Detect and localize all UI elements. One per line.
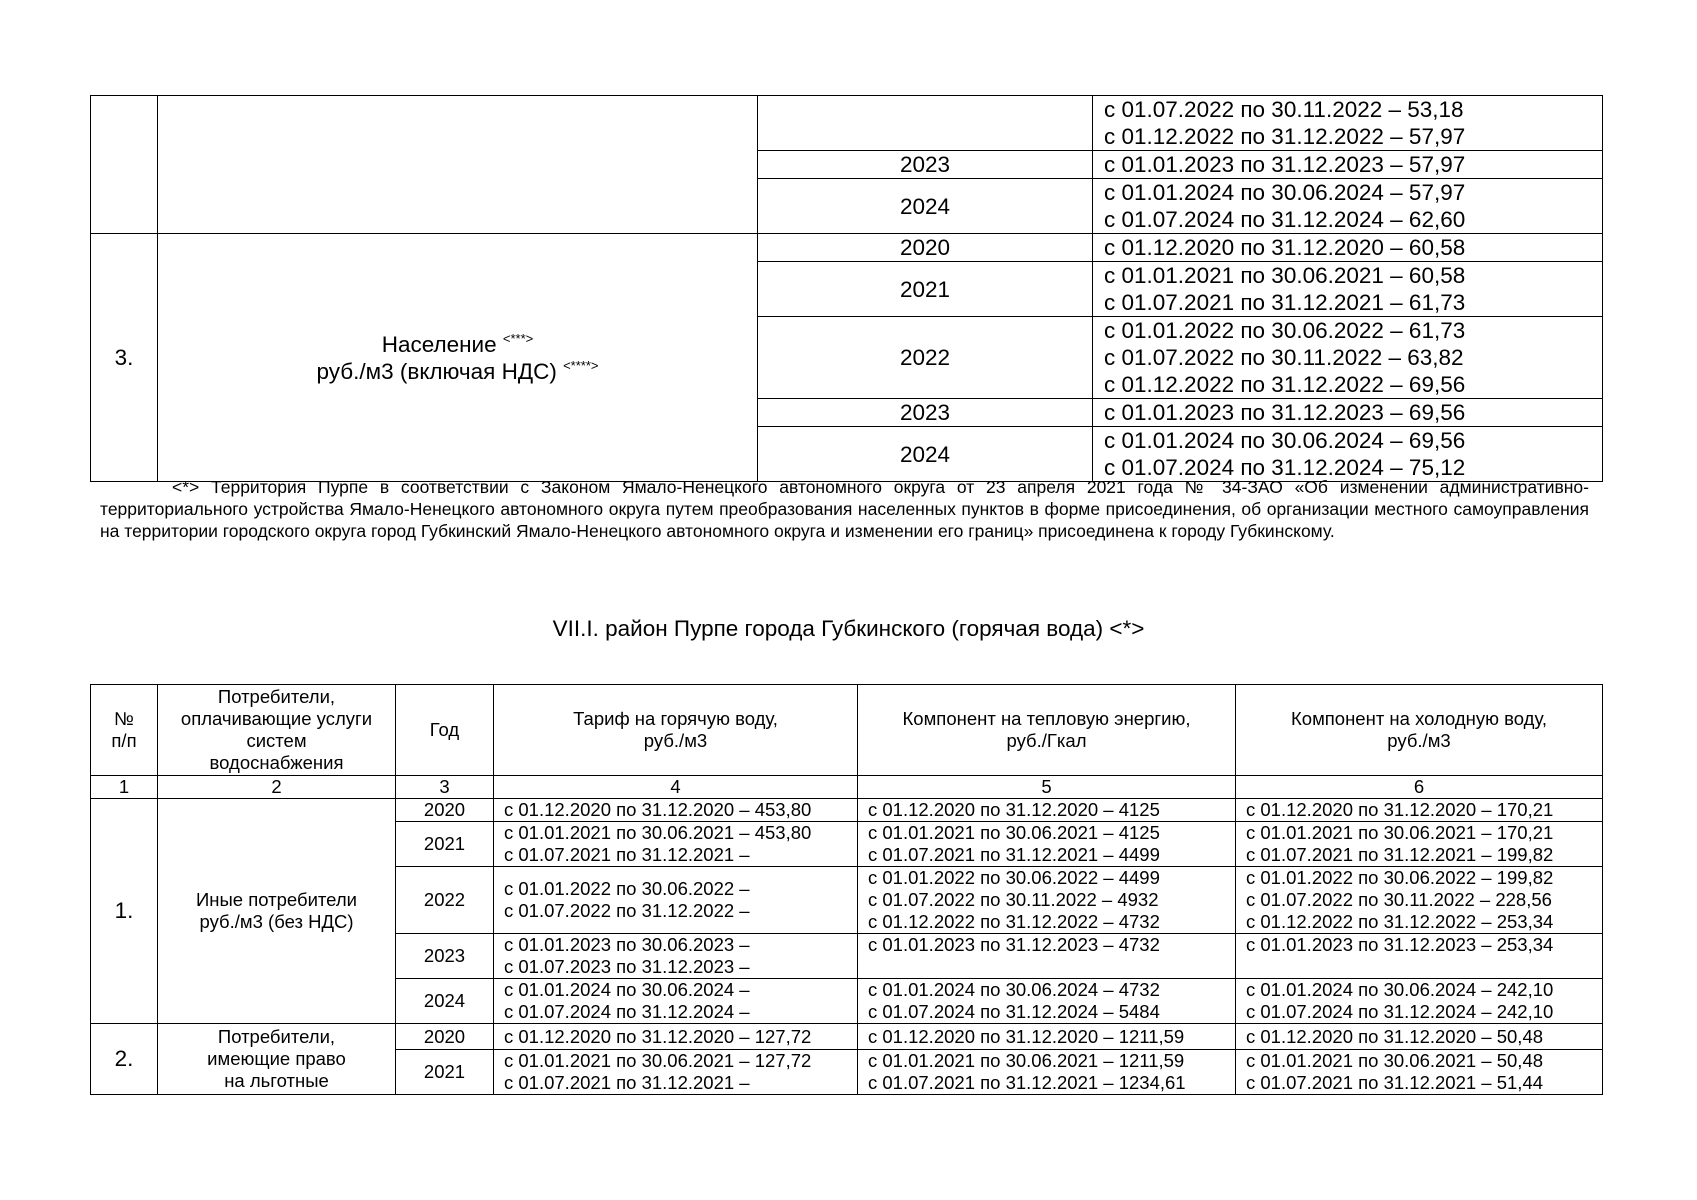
heat-cell: с 01.01.2024 по 30.06.2024 – 4732 с 01.07.2024 по 31.12.2024 – 5484 bbox=[858, 979, 1236, 1024]
period-cell bbox=[1093, 96, 1603, 151]
section-title: VII.I. район Пурпе города Губкинского (горячая вода) <*> bbox=[552, 616, 1145, 641]
period-cell bbox=[1093, 399, 1603, 427]
tariff-table-hot-water bbox=[90, 684, 1603, 1095]
year-cell: 2023 bbox=[758, 151, 1093, 179]
consumer-label: Население bbox=[381, 331, 497, 357]
column-number: 6 bbox=[1236, 776, 1603, 799]
column-number: 4 bbox=[494, 776, 858, 799]
year-cell: 2024 bbox=[758, 427, 1093, 482]
tariff-cell: с 01.01.2023 по 30.06.2023 – с 01.07.2023 по 31.12.2023 – bbox=[494, 934, 858, 979]
heat-cell: с 01.12.2020 по 31.12.2020 – 4125 bbox=[858, 799, 1236, 822]
period-line: с 01.07.2022 по 30.11.2022 – 53,18 bbox=[1104, 97, 1464, 122]
period-cell bbox=[1093, 262, 1603, 317]
period-line: с 01.01.2023 по 31.12.2023 – 57,97 bbox=[1104, 152, 1466, 177]
period-cell bbox=[1093, 427, 1603, 482]
consumer-unit: руб./м3 (включая НДС) bbox=[316, 358, 557, 384]
footnote-mark: <****> bbox=[563, 357, 599, 373]
footnote-mark: <***> bbox=[502, 330, 534, 346]
year-cell: 2020 bbox=[396, 1024, 494, 1050]
header-tariff: Тариф на горячую воду, руб./м3 bbox=[494, 685, 858, 776]
number-cell: 2. bbox=[91, 1024, 158, 1095]
period-line: с 01.01.2022 по 30.06.2022 – 61,73 bbox=[1104, 318, 1466, 343]
period-line: с 01.01.2021 по 30.06.2021 – 60,58 bbox=[1104, 263, 1466, 288]
period-line: с 01.07.2021 по 31.12.2021 – 61,73 bbox=[1104, 290, 1466, 315]
cold-cell: с 01.01.2023 по 31.12.2023 – 253,34 bbox=[1236, 934, 1603, 979]
column-number: 1 bbox=[91, 776, 158, 799]
tariff-table-cold-water bbox=[90, 95, 1603, 482]
period-line: с 01.07.2024 по 31.12.2024 – 62,60 bbox=[1104, 207, 1466, 232]
tariff-cell: с 01.01.2022 по 30.06.2022 – с 01.07.2022 по 31.12.2022 – bbox=[494, 867, 858, 934]
consumer-cell: Потребители, имеющие право на льготные bbox=[158, 1024, 396, 1095]
number-cell: 1. bbox=[91, 799, 158, 1024]
header-consumers: Потребители, оплачивающие услуги систем водоснабжения bbox=[158, 685, 396, 776]
consumer-cell bbox=[158, 96, 758, 234]
header-year: Год bbox=[396, 685, 494, 776]
heat-cell: с 01.01.2022 по 30.06.2022 – 4499 с 01.07.2022 по 30.11.2022 – 4932 с 01.12.2022 по 31.12.2022 – 4732 bbox=[858, 867, 1236, 934]
year-cell: 2020 bbox=[396, 799, 494, 822]
period-line: с 01.01.2024 по 30.06.2024 – 57,97 bbox=[1104, 180, 1466, 205]
header-number: № п/п bbox=[91, 685, 158, 776]
cold-cell: с 01.01.2021 по 30.06.2021 – 170,21 с 01.07.2021 по 31.12.2021 – 199,82 bbox=[1236, 822, 1603, 867]
tariff-cell: с 01.01.2021 по 30.06.2021 – 453,80 с 01.07.2021 по 31.12.2021 – bbox=[494, 822, 858, 867]
consumer-cell: Иные потребители руб./м3 (без НДС) bbox=[158, 799, 396, 1024]
cold-cell: с 01.01.2021 по 30.06.2021 – 50,48 с 01.07.2021 по 31.12.2021 – 51,44 bbox=[1236, 1050, 1603, 1095]
year-cell: 2023 bbox=[758, 399, 1093, 427]
tariff-cell: с 01.01.2024 по 30.06.2024 – с 01.07.2024 по 31.12.2024 – bbox=[494, 979, 858, 1024]
period-cell bbox=[1093, 179, 1603, 234]
heat-cell: с 01.12.2020 по 31.12.2020 – 1211,59 bbox=[858, 1024, 1236, 1050]
year-cell: 2021 bbox=[758, 262, 1093, 317]
year-cell: 2024 bbox=[758, 179, 1093, 234]
year-cell bbox=[758, 96, 1093, 151]
number-cell bbox=[91, 96, 158, 234]
cold-cell: с 01.01.2024 по 30.06.2024 – 242,10 с 01.07.2024 по 31.12.2024 – 242,10 bbox=[1236, 979, 1603, 1024]
cold-cell: с 01.12.2020 по 31.12.2020 – 170,21 bbox=[1236, 799, 1603, 822]
heat-cell: с 01.01.2023 по 31.12.2023 – 4732 bbox=[858, 934, 1236, 979]
footnote: <*> Территория Пурпе в соответствии с Законом Ямало-Ненецкого автономного округа от 23 апреля 2021 года № 34-ЗАО «Об изменении административно-территориального устройства Ямало-Ненецкого автономного округа путем преобразования населенных пунктов в форме присоединения, об организации местного самоуправления на территории городского округа город Губкинский Ямало-Ненецкого автономного округа и изменении его границ» присоединена к городу Губкинскому. bbox=[100, 477, 1589, 541]
period-line: с 01.01.2023 по 31.12.2023 – 69,56 bbox=[1104, 400, 1466, 425]
year-cell: 2022 bbox=[396, 867, 494, 934]
year-cell: 2021 bbox=[396, 1050, 494, 1095]
column-number: 5 bbox=[858, 776, 1236, 799]
period-line: с 01.12.2022 по 31.12.2022 – 69,56 bbox=[1104, 372, 1466, 397]
year-cell: 2023 bbox=[396, 934, 494, 979]
number-cell: 3. bbox=[91, 234, 158, 482]
column-number: 2 bbox=[158, 776, 396, 799]
heat-cell: с 01.01.2021 по 30.06.2021 – 4125 с 01.07.2021 по 31.12.2021 – 4499 bbox=[858, 822, 1236, 867]
tariff-cell: с 01.12.2020 по 31.12.2020 – 453,80 bbox=[494, 799, 858, 822]
year-cell: 2022 bbox=[758, 317, 1093, 399]
period-line: с 01.01.2024 по 30.06.2024 – 69,56 bbox=[1104, 428, 1466, 453]
period-cell bbox=[1093, 317, 1603, 399]
cold-cell: с 01.12.2020 по 31.12.2020 – 50,48 bbox=[1236, 1024, 1603, 1050]
year-cell: 2024 bbox=[396, 979, 494, 1024]
period-line: с 01.07.2024 по 31.12.2024 – 75,12 bbox=[1104, 455, 1466, 480]
header-heat-component: Компонент на тепловую энергию, руб./Гкал bbox=[858, 685, 1236, 776]
tariff-cell: с 01.01.2021 по 30.06.2021 – 127,72 с 01.07.2021 по 31.12.2021 – bbox=[494, 1050, 858, 1095]
header-cold-component: Компонент на холодную воду, руб./м3 bbox=[1236, 685, 1603, 776]
period-cell bbox=[1093, 151, 1603, 179]
consumer-cell bbox=[158, 234, 758, 482]
year-cell: 2021 bbox=[396, 822, 494, 867]
cold-cell: с 01.01.2022 по 30.06.2022 – 199,82 с 01.07.2022 по 30.11.2022 – 228,56 с 01.12.2022 по 31.12.2022 – 253,34 bbox=[1236, 867, 1603, 934]
period-line: с 01.07.2022 по 30.11.2022 – 63,82 bbox=[1104, 345, 1464, 370]
column-number: 3 bbox=[396, 776, 494, 799]
period-line: с 01.12.2020 по 31.12.2020 – 60,58 bbox=[1104, 235, 1466, 260]
period-cell bbox=[1093, 234, 1603, 262]
year-cell: 2020 bbox=[758, 234, 1093, 262]
period-line: с 01.12.2022 по 31.12.2022 – 57,97 bbox=[1104, 124, 1466, 149]
tariff-cell: с 01.12.2020 по 31.12.2020 – 127,72 bbox=[494, 1024, 858, 1050]
heat-cell: с 01.01.2021 по 30.06.2021 – 1211,59 с 01.07.2021 по 31.12.2021 – 1234,61 bbox=[858, 1050, 1236, 1095]
